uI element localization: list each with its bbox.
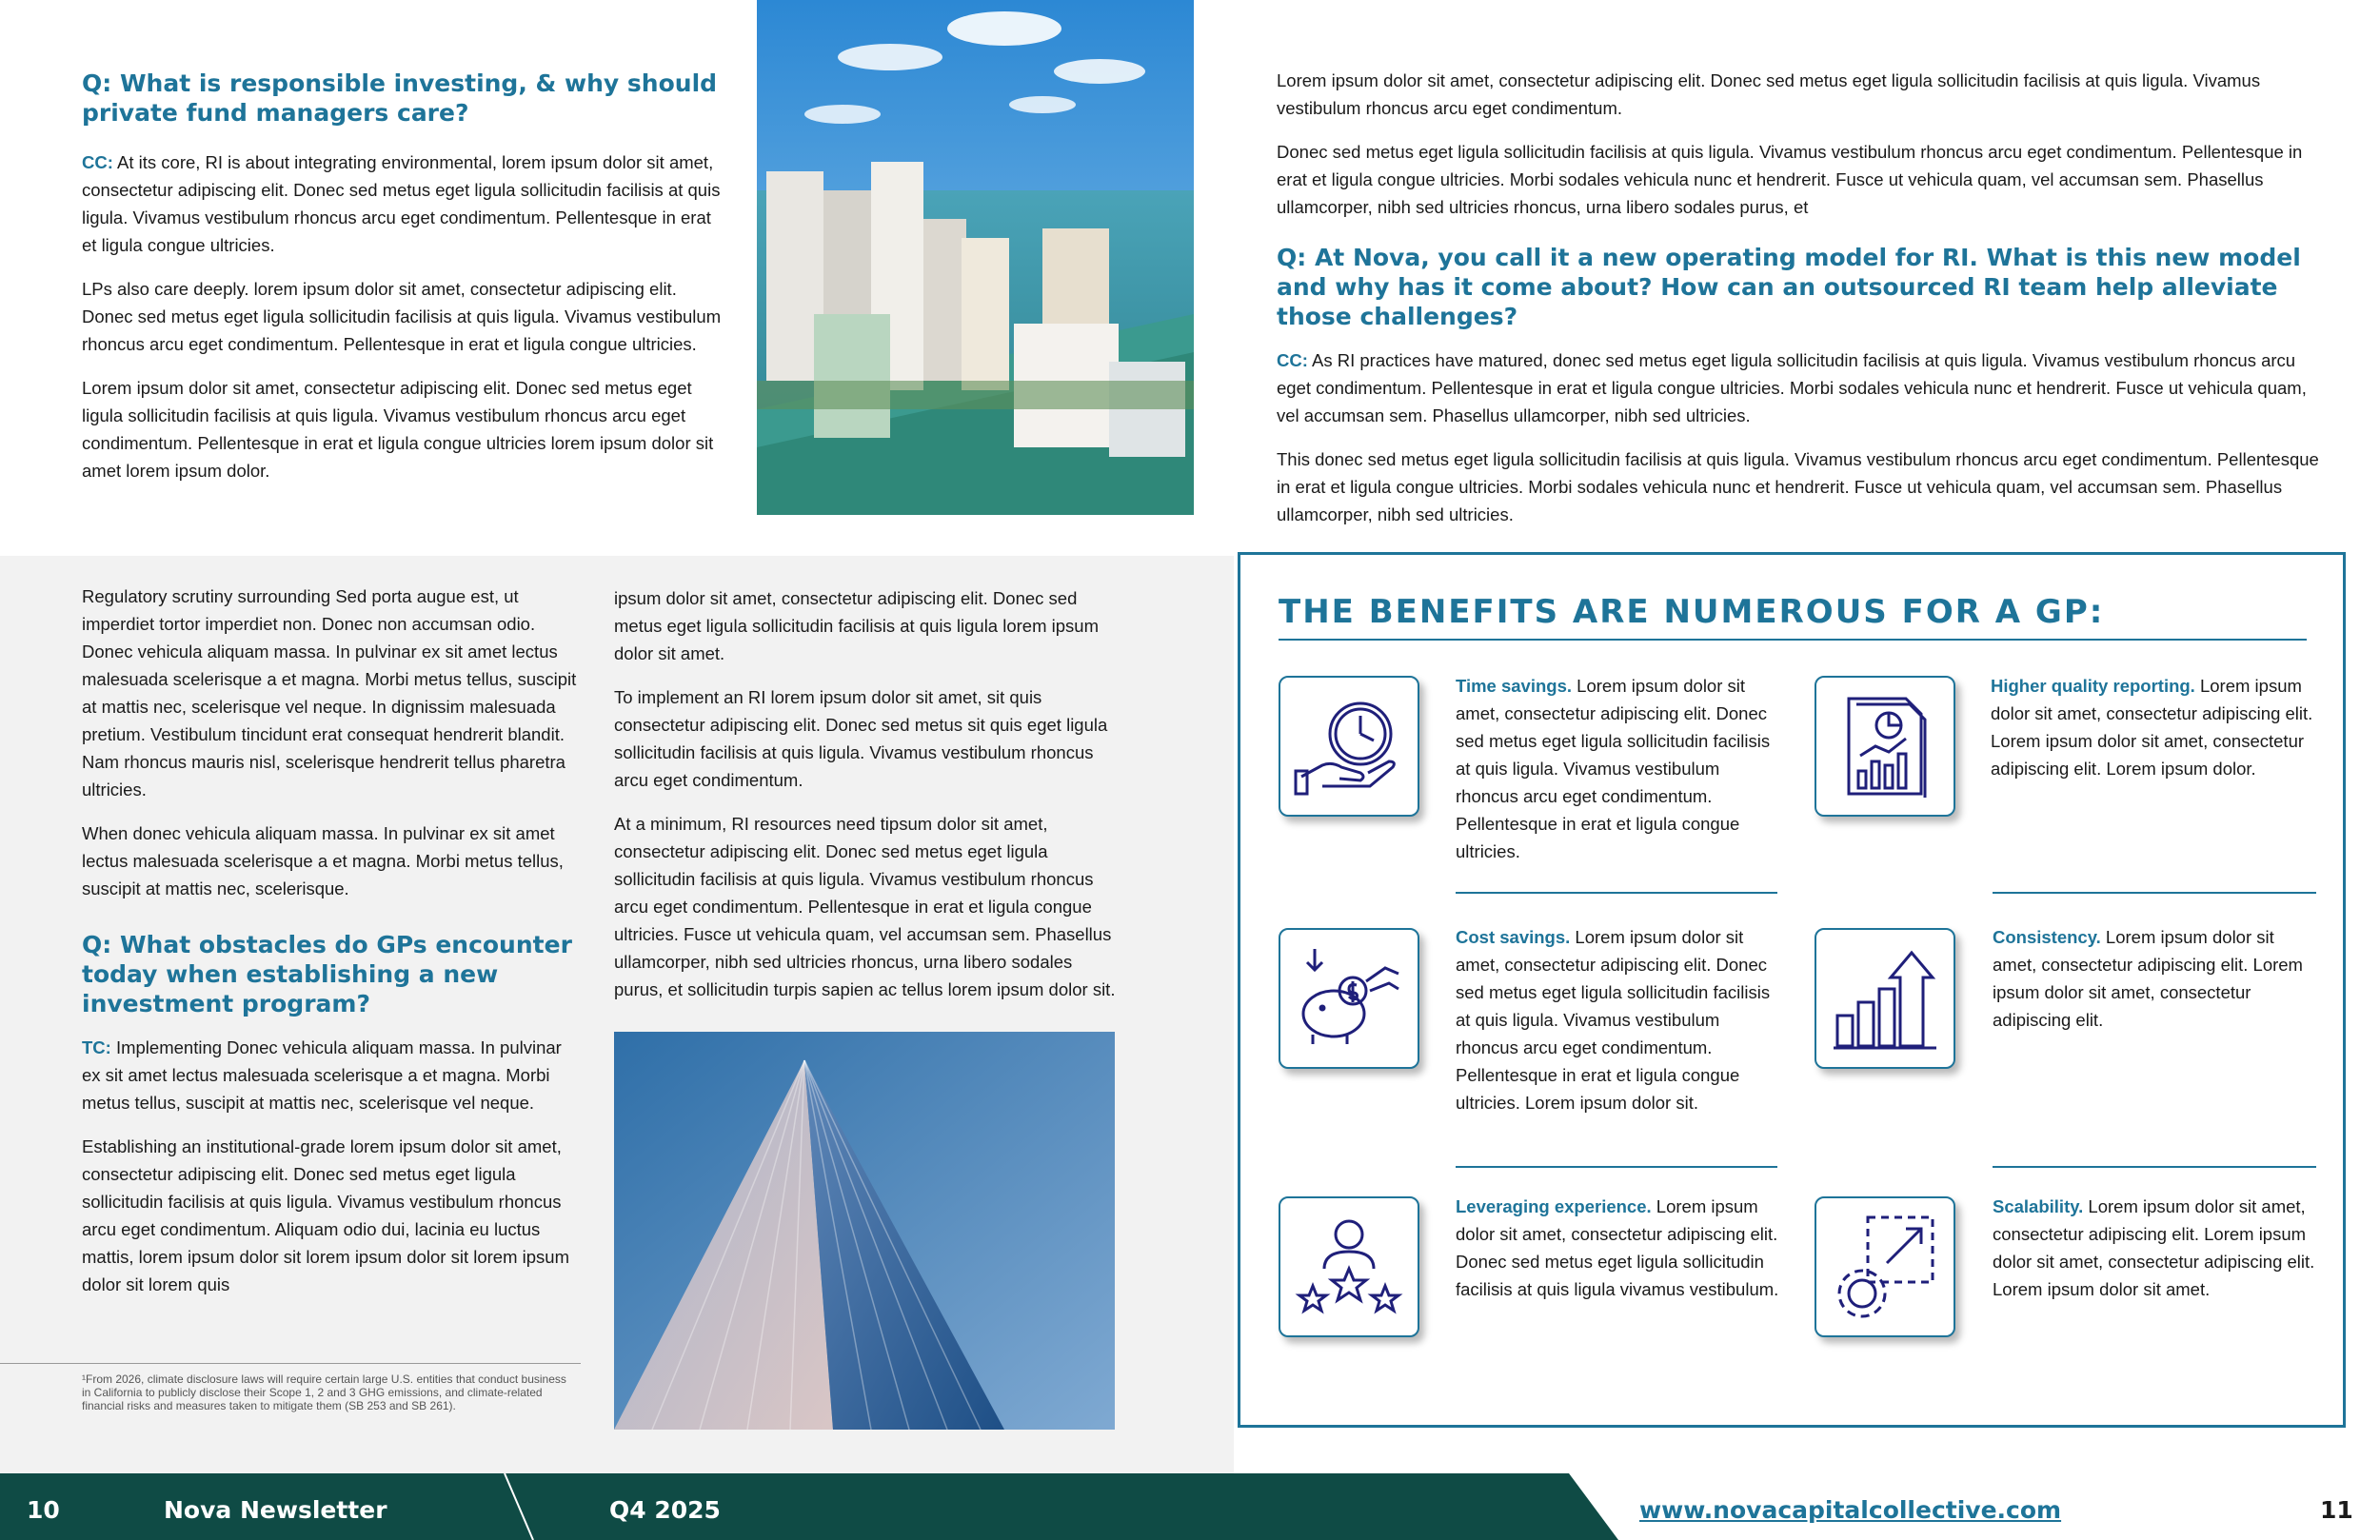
footnote-divider	[0, 1363, 581, 1364]
city-skyline-photo	[757, 0, 1194, 515]
page-number-left: 10	[27, 1496, 60, 1524]
benefit-time-savings	[1456, 672, 1784, 865]
person-stars-icon	[1294, 1212, 1404, 1322]
question-heading: Q: At Nova, you call it a new operating model for RI. What is this new model and why has it come about? How can an outsourced RI team help alleviate those challenges?	[1277, 244, 2301, 330]
body-paragraph: Establishing an institutional-grade lorem ipsum dolor sit amet, consectetur adipiscing elit. Donec sed metus eget ligula sollicitudin facilisis at quis ligula. Vivamus vestibulum rhoncus arcu eget condimentum. Aliquam odio dui, lacinia eu luctus mattis, lorem ipsum dolor sit lorem ipsum dolor sit lorem ipsum dolor sit lorem quis	[82, 1136, 569, 1294]
scale-gear-icon	[1830, 1212, 1940, 1322]
separator	[1456, 892, 1777, 894]
benefits-title: THE BENEFITS ARE NUMEROUS FOR A GP:	[1279, 593, 2105, 631]
body-paragraph: When donec vehicula aliquam massa. In pulvinar ex sit amet lectus malesuada scelerisque a et magna. Morbi metus tellus, suscipit at mattis nec, scelerisque.	[82, 823, 564, 898]
benefit-scalability	[1993, 1193, 2321, 1303]
benefit-text: Lorem ipsum dolor sit amet, consectetur adipiscing elit. Donec sed metus eget ligula sollicitudin facilisis at quis ligula. Vivamus vestibulum rhoncus arcu eget condimentum. Pellentesque in erat et ligula congue ultricies. Lorem ipsum dolor sit.	[1456, 927, 1771, 1113]
left-column-2	[614, 584, 1119, 1019]
left-column-1	[82, 582, 577, 1314]
reporting-icon-box	[1815, 676, 1955, 817]
answer-paragraph	[1277, 346, 2324, 429]
footnote: ¹From 2026, climate disclosure laws will require certain large U.S. entities that conduct business in California to publicly disclose their Scope 1, 2 and 3 GHG emissions, and climate-related financial risks and measures taken to mitigate them (SB 253 and SB 261).	[82, 1372, 566, 1412]
separator	[1456, 1166, 1777, 1168]
benefit-leveraging-experience	[1456, 1193, 1784, 1303]
issue-quarter: Q4 2025	[609, 1496, 721, 1524]
benefit-higher-quality-reporting	[1991, 672, 2319, 782]
answer-text: At its core, RI is about integrating environmental, lorem ipsum dolor sit amet, consectetur adipiscing elit. Donec sed metus eget ligula sollicitudin facilisis at quis ligula. Vivamus vestibulum rhoncus arcu eget condimentum. Pellentesque in erat et ligula congue ultricies.	[82, 152, 721, 255]
benefit-text: Lorem ipsum dolor sit amet, consectetur adipiscing elit. Lorem ipsum dolor sit amet, consectetur adipiscing elit.	[1993, 927, 2303, 1030]
body-paragraph: Regulatory scrutiny surrounding Sed porta augue est, ut imperdiet tortor imperdiet non. Donec non accumsan odio. Donec vehicula aliquam massa. In pulvinar ex sit amet lectus malesuada scelerisque a et magna. Morbi metus tellus, suscipit at mattis nec, scelerisque vel neque. In dignissim malesuada pretium. Vestibulum tincidunt erat consequat hendrerit blandit. Nam rhoncus mauris nisl, scelerisque hendrerit tellus pharetra ultricies.	[82, 586, 577, 800]
body-paragraph: To implement an RI lorem ipsum dolor sit amet, sit quis consectetur adipiscing elit. Donec sed metus sit quis eget ligula sollicitudin facilisis at quis ligula. Vivamus vestibulum rhoncus arcu eget condimentum.	[614, 687, 1108, 790]
benefit-label: Cost savings.	[1456, 927, 1571, 947]
benefits-panel	[1238, 552, 2346, 1428]
speaker-label: TC:	[82, 1037, 111, 1057]
body-paragraph: Lorem ipsum dolor sit amet, consectetur adipiscing elit. Donec sed metus eget ligula sollicitudin facilisis at quis ligula. Vivamus vestibulum rhoncus arcu eget condimentum.	[1277, 70, 2261, 118]
benefit-label: Time savings.	[1456, 676, 1573, 696]
answer-paragraph	[82, 1034, 577, 1116]
benefit-text: Lorem ipsum dolor sit amet, consectetur adipiscing elit. Lorem ipsum dolor sit amet, consectetur adipiscing elit. Lorem ipsum dolor sit amet.	[1993, 1196, 2315, 1299]
q1-section	[82, 69, 729, 501]
city-skyline-illustration	[757, 0, 1194, 515]
body-paragraph: Lorem ipsum dolor sit amet, consectetur adipiscing elit. Donec sed metus eget ligula sollicitudin facilisis at quis ligula. Vivamus vestibulum rhoncus arcu eget condimentum. Pellentesque in erat et ligula congue ultricies lorem ipsum dolor sit amet lorem ipsum dolor.	[82, 378, 714, 481]
separator	[1993, 892, 2316, 894]
benefit-label: Higher quality reporting.	[1991, 676, 2195, 696]
separator	[1993, 1166, 2316, 1168]
clock-hand-icon	[1294, 691, 1404, 801]
website-link[interactable]: www.novacapitalcollective.com	[1639, 1496, 2062, 1524]
body-paragraph: Donec sed metus eget ligula sollicitudin facilisis at quis ligula. Vivamus vestibulum rhoncus arcu eget condimentum. Pellentesque in erat et ligula congue ultricies. Morbi sodales vehicula nunc et hendrerit. Fusce ut vehicula quam, vel accumsan sem. Phasellus ullamcorper, nibh sed ultricies rhoncus, urna libero sodales purus, et	[1277, 142, 2303, 217]
growth-arrow-icon	[1830, 943, 1940, 1054]
question-heading: Q: What obstacles do GPs encounter today when establishing a new investment program?	[82, 931, 572, 1017]
benefit-consistency	[1993, 923, 2321, 1034]
answer-paragraph	[82, 148, 729, 259]
body-paragraph: LPs also care deeply. lorem ipsum dolor sit amet, consectetur adipiscing elit. Donec sed metus eget ligula sollicitudin facilisis at quis ligula. Vivamus vestibulum rhoncus arcu eget condimentum. Pellentesque in erat et ligula congue ultricies.	[82, 279, 722, 354]
speaker-label: CC:	[82, 152, 113, 172]
speaker-label: CC:	[1277, 350, 1308, 370]
answer-text: Implementing Donec vehicula aliquam massa. In pulvinar ex sit amet lectus malesuada scelerisque a et magna. Morbi metus tellus, suscipit at mattis nec, scelerisque vel neque.	[82, 1037, 562, 1113]
architecture-photo	[614, 1032, 1115, 1430]
newsletter-name: Nova Newsletter	[164, 1496, 387, 1524]
time-savings-icon-box	[1279, 676, 1419, 817]
right-top-text	[1277, 67, 2324, 544]
experience-icon-box	[1279, 1196, 1419, 1337]
question-heading: Q: What is responsible investing, & why should private fund managers care?	[82, 69, 718, 127]
report-chart-icon	[1830, 691, 1940, 801]
building-illustration	[614, 1032, 1115, 1430]
consistency-icon-box	[1815, 928, 1955, 1069]
answer-text: As RI practices have matured, donec sed metus eget ligula sollicitudin facilisis at quis ligula. Vivamus vestibulum rhoncus arcu eget condimentum. Pellentesque in erat et ligula congue ultricies. Morbi sodales vehicula nunc et hendrerit. Fusce ut vehicula quam, vel accumsan sem. Phasellus ullamcorper, nibh sed ultricies.	[1277, 350, 2307, 425]
title-underline	[1279, 639, 2307, 641]
cost-savings-icon-box	[1279, 928, 1419, 1069]
benefit-text: Lorem ipsum dolor sit amet, consectetur adipiscing elit. Lorem ipsum dolor sit amet, consectetur adipiscing elit. Lorem ipsum dolor.	[1991, 676, 2313, 779]
benefit-label: Scalability.	[1993, 1196, 2084, 1216]
piggy-bank-icon	[1294, 943, 1404, 1054]
benefit-label: Leveraging experience.	[1456, 1196, 1652, 1216]
benefit-text: Lorem ipsum dolor sit amet, consectetur adipiscing elit. Donec sed metus eget ligula sollicitudin facilisis at quis ligula. Vivamus vestibulum rhoncus arcu eget condimentum. Pellentesque in erat et ligula congue ultricies.	[1456, 676, 1771, 861]
benefit-label: Consistency.	[1993, 927, 2101, 947]
page-number-right: 11	[2320, 1496, 2353, 1524]
scalability-icon-box	[1815, 1196, 1955, 1337]
body-paragraph: This donec sed metus eget ligula sollicitudin facilisis at quis ligula. Vivamus vestibulum rhoncus arcu eget condimentum. Pellentesque in erat et ligula congue ultricies. Morbi sodales vehicula nunc et hendrerit. Fusce ut vehicula quam, vel accumsan sem. Phasellus ullamcorper, nibh sed ultricies.	[1277, 449, 2319, 524]
benefit-text: Lorem ipsum dolor sit amet, consectetur adipiscing elit. Donec sed metus eget ligula sollicitudin facilisis at quis ligula vivamus vestibulum.	[1456, 1196, 1779, 1299]
body-paragraph: At a minimum, RI resources need tipsum dolor sit amet, consectetur adipiscing elit. Donec sed metus eget ligula sollicitudin facilisis at quis ligula. Vivamus vestibulum rhoncus arcu eget condimentum. Pellentesque in erat et ligula congue ultricies. Fusce ut vehicula quam, vel accumsan sem. Phasellus ullamcorper, nibh sed ultricies rhoncus, urna libero sodales purus, et sollicitudin turpis sapien ac tellus lorem ipsum dolor sit.	[614, 814, 1116, 999]
benefit-cost-savings	[1456, 923, 1784, 1116]
body-paragraph: ipsum dolor sit amet, consectetur adipiscing elit. Donec sed metus eget ligula sollicitudin facilisis at quis ligula lorem ipsum dolor sit amet.	[614, 588, 1099, 663]
